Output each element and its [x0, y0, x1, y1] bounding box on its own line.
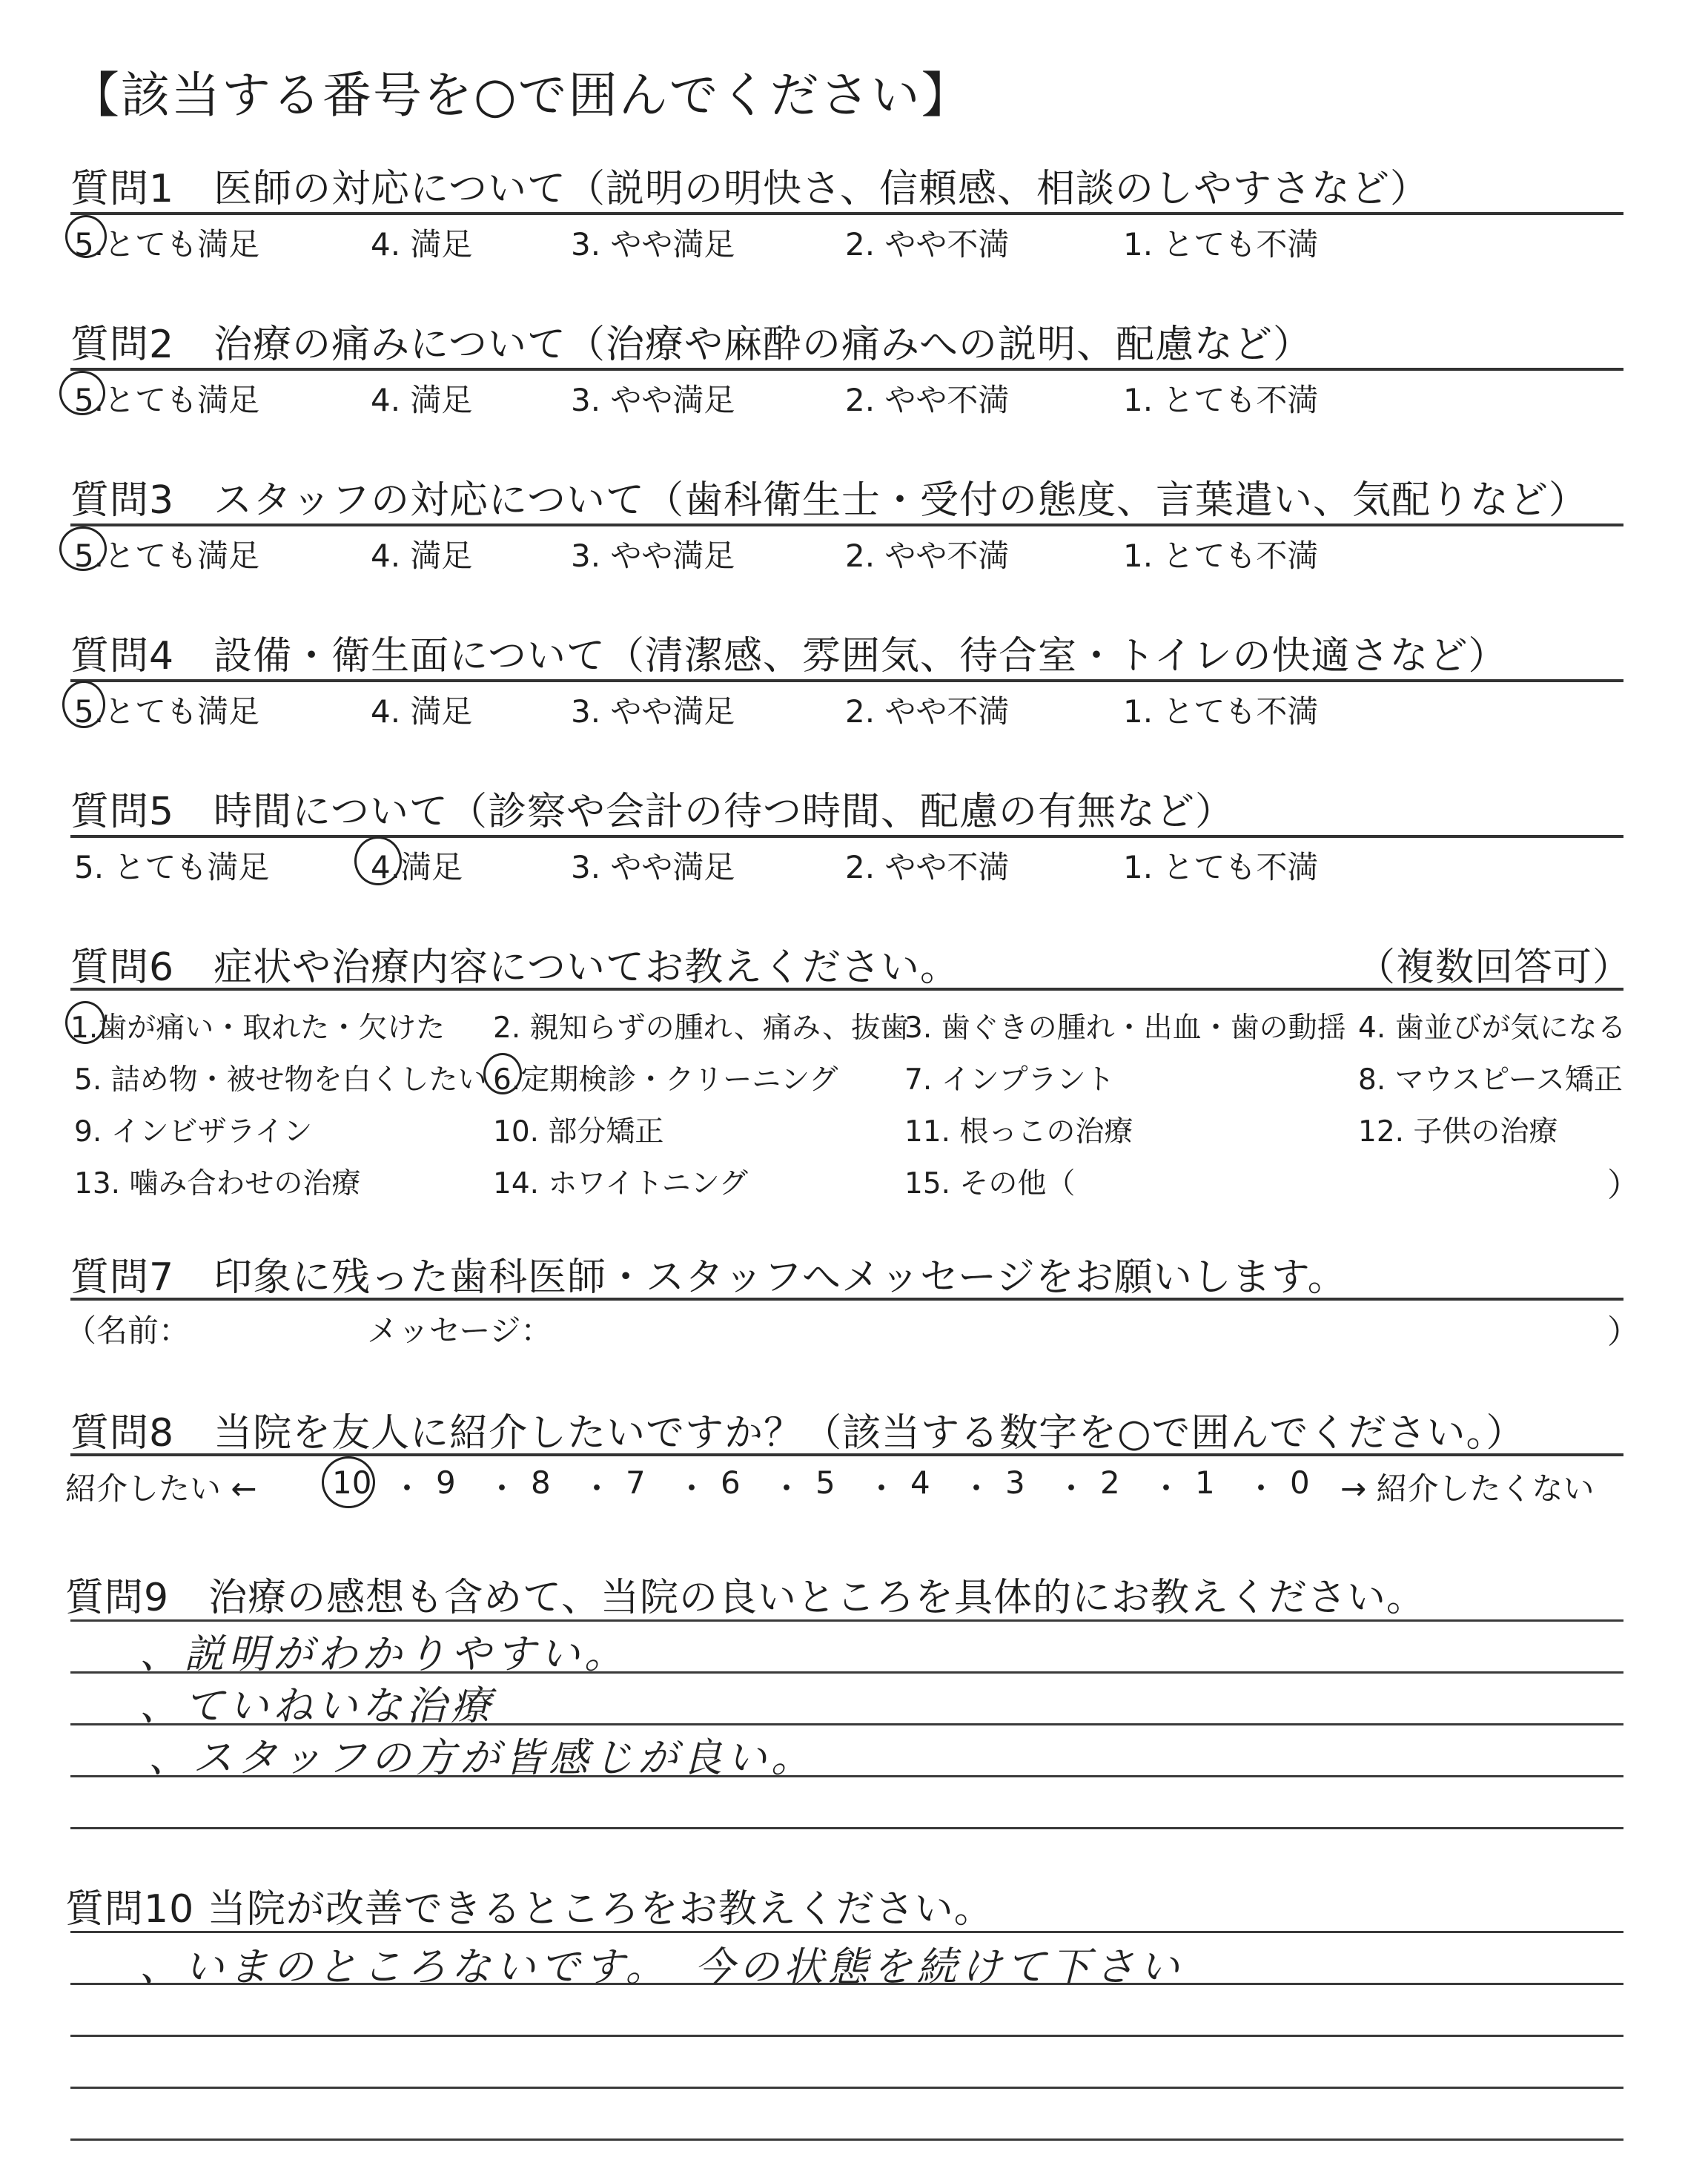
q2-option-1[interactable]: 1. とても不満 [1123, 382, 1319, 418]
q4-selection-circle [62, 681, 105, 728]
q8-dot: ・ [771, 1470, 803, 1507]
q7-rule [70, 1298, 1623, 1301]
q1-rule [70, 212, 1623, 215]
q8-scale-4[interactable]: 4 [910, 1464, 930, 1501]
q1-option-5[interactable]: 5.とても満足 [74, 226, 260, 262]
q6-option-1[interactable]: 1.歯が痛い・取れた・欠けた [70, 1011, 446, 1045]
q8-dot: ・ [391, 1470, 423, 1507]
q10-line-1 [70, 1931, 1623, 1933]
q8-right-label: → 紹介したくない [1340, 1470, 1595, 1507]
q7-title: 質問7 印象に残った歯科医師・スタッフへメッセージをお願いします。 [70, 1255, 1347, 1300]
q4-option-2[interactable]: 2. やや不満 [845, 693, 1010, 730]
q10-line-3 [70, 2035, 1623, 2037]
q1-option-3[interactable]: 3. やや満足 [571, 226, 735, 262]
q10-title: 質問10 当院が改善できるところをお教えください。 [65, 1887, 993, 1932]
q5-rule [70, 835, 1623, 838]
q6-option-10[interactable]: 10. 部分矯正 [493, 1115, 664, 1149]
q9-line-5 [70, 1827, 1623, 1829]
q6-title: 質問6 症状や治療内容についてお教えください。 [70, 945, 960, 990]
q5-option-3[interactable]: 3. やや満足 [571, 849, 735, 885]
q7-close-paren: ） [1607, 1313, 1640, 1351]
q8-selection-circle [322, 1456, 375, 1508]
q4-option-1[interactable]: 1. とても不満 [1123, 693, 1319, 730]
q1-selection-circle [65, 215, 107, 258]
q5-option-1[interactable]: 1. とても不満 [1123, 849, 1319, 885]
q4-title: 質問4 設備・衛生面について（清潔感、雰囲気、待合室・トイレの快適さなど） [70, 634, 1508, 678]
instruction-header: 【該当する番号を○で囲んでください】 [70, 67, 972, 124]
q6-option-14[interactable]: 14. ホワイトニング [493, 1167, 748, 1200]
q2-title: 質問2 治療の痛みについて（治療や麻酔の痛みへの説明、配慮など） [70, 323, 1313, 367]
q6-selection-circle-6 [483, 1053, 522, 1094]
q9-title: 質問9 治療の感想も含めて、当院の良いところを具体的にお教えください。 [65, 1576, 1426, 1620]
q8-dot: ・ [1056, 1470, 1088, 1507]
q9-line-1 [70, 1619, 1623, 1622]
q2-option-5[interactable]: 5.とても満足 [74, 382, 260, 418]
q2-selection-circle [59, 371, 105, 415]
q8-scale-9[interactable]: 9 [436, 1464, 456, 1501]
q3-option-5[interactable]: 5.とても満足 [74, 538, 260, 574]
q10-line-5 [70, 2138, 1623, 2141]
q3-title: 質問3 スタッフの対応について（歯科衛生士・受付の態度、言葉遣い、気配りなど） [70, 478, 1589, 523]
q8-scale-10[interactable]: 10 [332, 1464, 372, 1501]
q10-answer-1: 、いまのところないです。 今の状態を続けて下さい [139, 1943, 1184, 1990]
q1-option-2[interactable]: 2. やや不満 [845, 226, 1010, 262]
q6-option-6[interactable]: 6.定期検診・クリーニング [493, 1063, 838, 1097]
q6-selection-circle-1 [65, 1001, 105, 1044]
q3-selection-circle [59, 526, 107, 571]
q6-option-15-other[interactable]: 15. その他（ [904, 1167, 1076, 1200]
q6-other-close-paren: ） [1607, 1166, 1640, 1204]
q6-option-4[interactable]: 4. 歯並びが気になる [1358, 1011, 1626, 1045]
q8-dot: ・ [1245, 1470, 1277, 1507]
q1-title: 質問1 医師の対応について（説明の明快さ、信頼感、相談のしやすさなど） [70, 167, 1429, 211]
q5-option-4[interactable]: 4.満足 [371, 849, 463, 885]
q2-option-3[interactable]: 3. やや満足 [571, 382, 735, 418]
q6-option-2[interactable]: 2. 親知らずの腫れ、痛み、抜歯 [493, 1011, 910, 1045]
q9-answer-3: 、スタッフの方が皆感じが良い。 [148, 1734, 815, 1781]
q8-dot: ・ [486, 1470, 518, 1507]
q3-rule [70, 524, 1623, 526]
q8-dot: ・ [961, 1470, 993, 1507]
q3-option-1[interactable]: 1. とても不満 [1123, 538, 1319, 574]
q8-scale-2[interactable]: 2 [1100, 1464, 1120, 1501]
q4-rule [70, 679, 1623, 682]
q10-line-4 [70, 2087, 1623, 2089]
q8-dot: ・ [581, 1470, 613, 1507]
q8-dot: ・ [1151, 1470, 1182, 1507]
q2-option-2[interactable]: 2. やや不満 [845, 382, 1010, 418]
q6-option-8[interactable]: 8. マウスピース矯正 [1358, 1063, 1623, 1097]
q8-scale-1[interactable]: 1 [1195, 1464, 1215, 1501]
q4-option-5[interactable]: 5.とても満足 [74, 693, 260, 730]
q6-option-13[interactable]: 13. 噛み合わせの治療 [74, 1167, 361, 1200]
q1-option-4[interactable]: 4. 満足 [371, 226, 473, 262]
q8-scale-5[interactable]: 5 [815, 1464, 835, 1501]
q8-scale-6[interactable]: 6 [721, 1464, 741, 1501]
q8-scale-7[interactable]: 7 [626, 1464, 646, 1501]
q3-option-2[interactable]: 2. やや不満 [845, 538, 1010, 574]
q7-name-label: （名前： [65, 1312, 191, 1349]
q6-option-11[interactable]: 11. 根っこの治療 [904, 1115, 1133, 1149]
q8-scale-0[interactable]: 0 [1290, 1464, 1310, 1501]
q6-option-7[interactable]: 7. インプラント [904, 1063, 1115, 1097]
q9-answer-2: 、ていねいな治療 [139, 1682, 495, 1729]
q6-option-9[interactable]: 9. インビザライン [74, 1115, 313, 1149]
q3-option-4[interactable]: 4. 満足 [371, 538, 473, 574]
q4-option-4[interactable]: 4. 満足 [371, 693, 473, 730]
q2-option-4[interactable]: 4. 満足 [371, 382, 473, 418]
q6-option-12[interactable]: 12. 子供の治療 [1358, 1115, 1558, 1149]
q5-option-2[interactable]: 2. やや不満 [845, 849, 1010, 885]
q6-multiple-answers-note: （複数回答可） [1357, 945, 1632, 990]
q8-scale-8[interactable]: 8 [531, 1464, 551, 1501]
q4-option-3[interactable]: 3. やや満足 [571, 693, 735, 730]
q5-title: 質問5 時間について（診察や会計の待つ時間、配慮の有無など） [70, 790, 1235, 834]
q5-option-5[interactable]: 5. とても満足 [74, 849, 270, 885]
q5-selection-circle [354, 836, 402, 885]
q8-rule [70, 1453, 1623, 1456]
q6-rule [70, 988, 1623, 991]
q3-option-3[interactable]: 3. やや満足 [571, 538, 735, 574]
q8-scale-3[interactable]: 3 [1005, 1464, 1025, 1501]
q6-option-5[interactable]: 5. 詰め物・被せ物を白くしたい [74, 1063, 487, 1097]
q1-option-1[interactable]: 1. とても不満 [1123, 226, 1319, 262]
q7-message-label: メッセージ： [367, 1312, 552, 1349]
q8-left-label: 紹介したい ← [65, 1470, 257, 1507]
q8-dot: ・ [676, 1470, 708, 1507]
q9-answer-1: 、説明がわかりやすい。 [139, 1631, 629, 1677]
q8-dot: ・ [866, 1470, 898, 1507]
q2-rule [70, 368, 1623, 371]
q8-title: 質問8 当院を友人に紹介したいですか？（該当する数字を○で囲んでください。） [70, 1411, 1526, 1456]
q6-option-3[interactable]: 3. 歯ぐきの腫れ・出血・歯の動揺 [904, 1011, 1346, 1045]
